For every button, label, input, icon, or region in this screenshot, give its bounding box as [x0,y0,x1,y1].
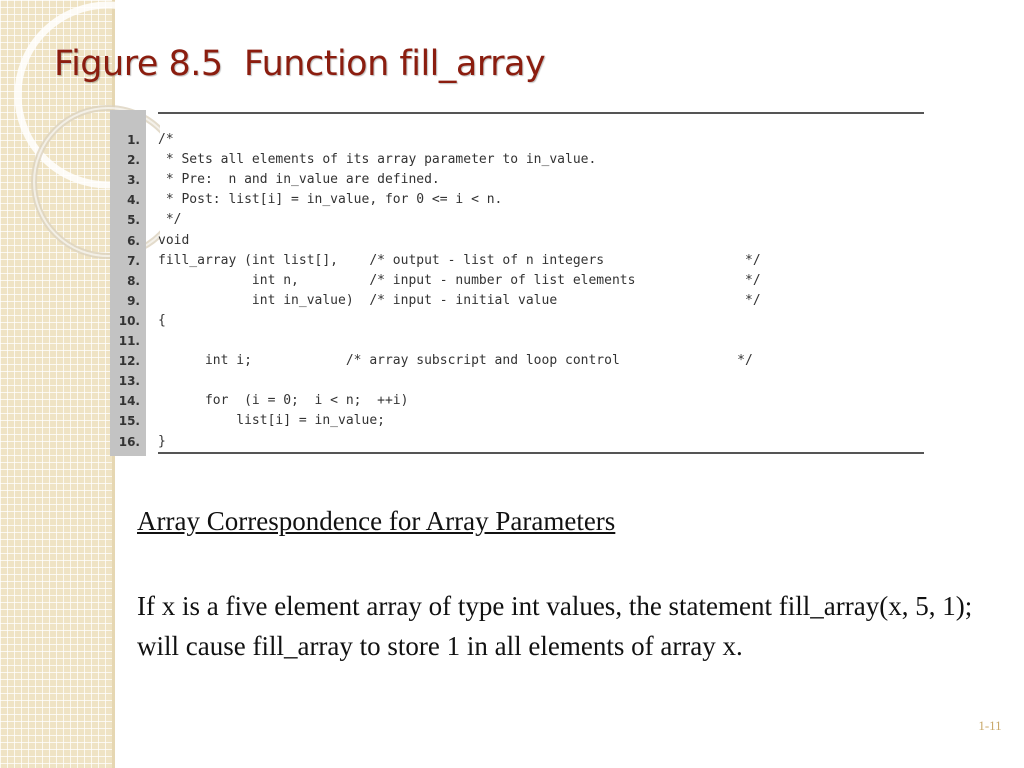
line-number: 3. [127,173,140,188]
code-text: int n, /* input - number of list elements */ [158,272,761,288]
line-number: 2. [127,153,140,168]
line-number: 13. [118,374,140,389]
line-number: 10. [118,313,140,328]
code-line [110,432,924,452]
code-line [110,351,924,371]
line-number: 11. [118,334,140,348]
code-line [110,210,924,230]
bottom-rule [158,452,924,454]
code-line [110,371,924,391]
code-text: list[i] = in_value; [158,413,385,429]
code-listing [110,110,924,456]
slide-title: Figure 8.5 Function fill_array [54,44,546,84]
code-text: * Pre: n and in_value are defined. [158,172,440,188]
line-number: 1. [127,133,140,147]
code-text: for (i = 0; i < n; ++i) [158,393,409,409]
code-text: */ [158,212,182,228]
line-number: 5. [127,213,140,228]
explanation-paragraph: If x is a five element array of type int values, the statement fill_array(x, 5, 1); will cause fill_array to store 1 in all elements of array x. [137,591,973,661]
code-line [110,190,924,210]
code-line [110,391,924,411]
code-line [110,411,924,431]
code-line [110,150,924,170]
code-text: void [158,232,190,248]
line-number: 9. [127,293,140,308]
code-line [110,170,924,190]
code-text: { [158,312,166,328]
code-text: int in_value) /* input - initial value */ [158,292,761,308]
code-text: /* [158,132,174,147]
code-text: * Post: list[i] = in_value, for 0 <= i < n. [158,192,503,208]
slide-number: 1-11 [978,718,1002,733]
code-line [110,311,924,331]
code-line [110,130,924,150]
line-number: 14. [118,394,140,409]
line-number: 16. [118,434,140,449]
code-text: } [158,433,166,449]
code-text: int i; /* array subscript and loop control */ [158,353,753,369]
code-line [110,251,924,271]
line-number: 8. [127,273,140,288]
line-number: 7. [127,253,140,268]
line-number: 6. [127,233,140,248]
code-line [110,271,924,291]
code-line [110,231,924,251]
line-number: 15. [118,414,140,429]
code-text: * Sets all elements of its array parameter to in_value. [158,152,597,168]
code-text: fill_array (int list[], /* output - list of n integers */ [158,252,761,268]
section-heading: Array Correspondence for Array Parameters [137,506,616,536]
code-line [110,291,924,311]
code-line [110,331,924,351]
line-number: 12. [118,354,140,369]
top-rule [158,112,924,114]
line-number: 4. [127,193,140,208]
